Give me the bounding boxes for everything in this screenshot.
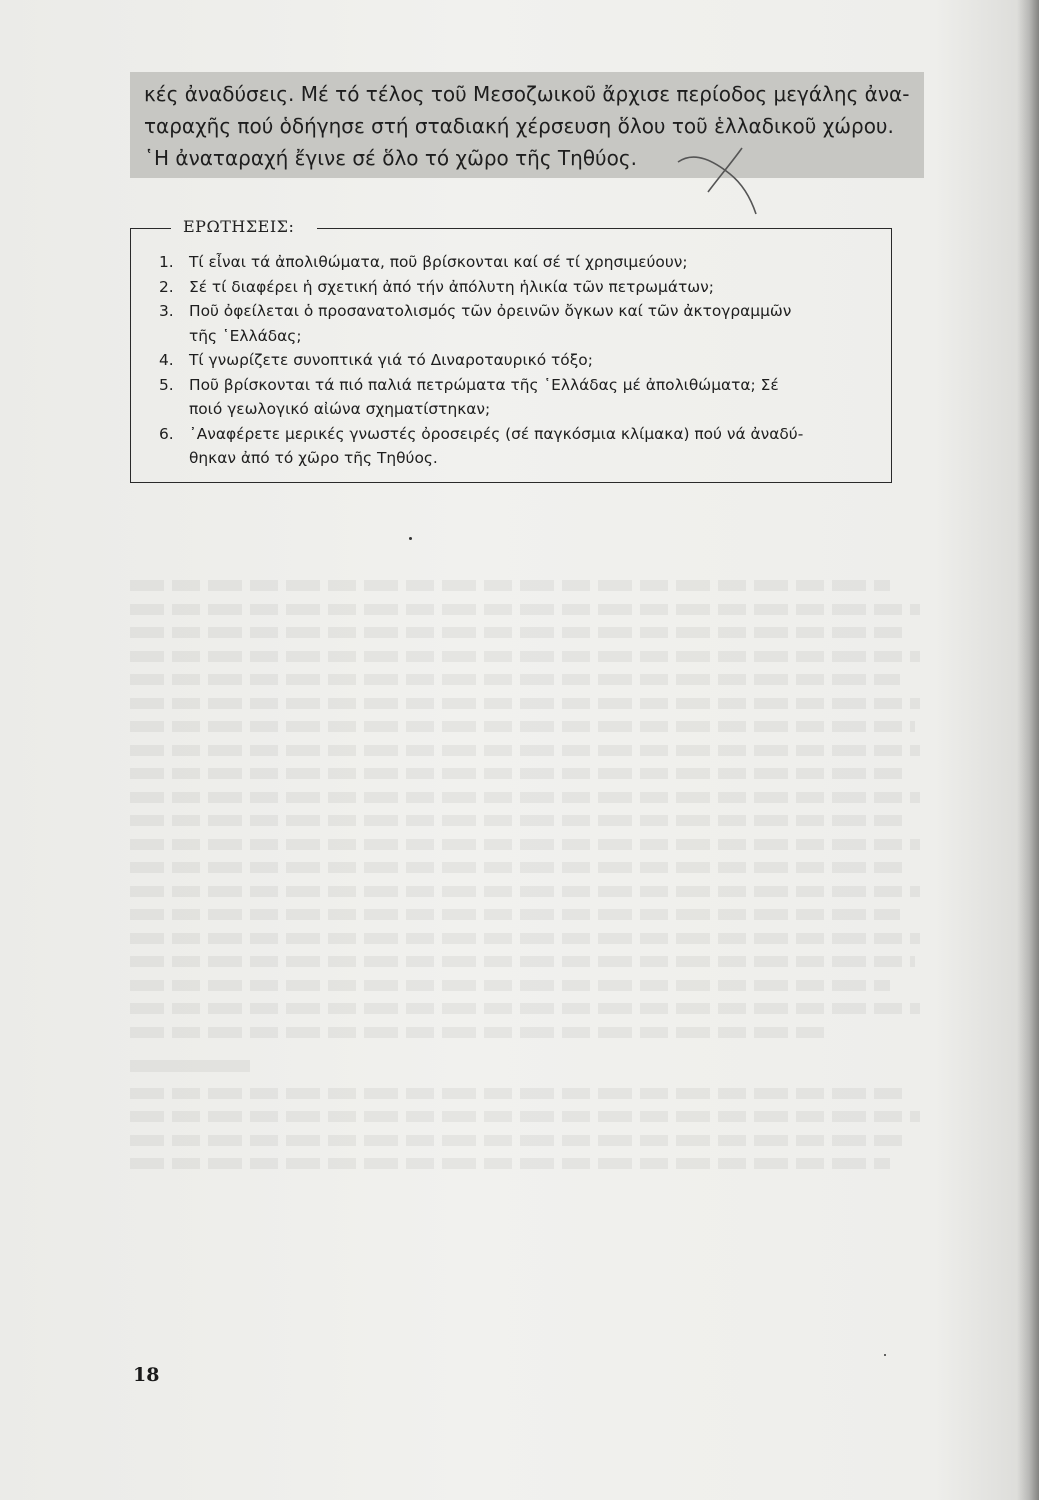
ink-speck xyxy=(409,537,412,540)
question-item xyxy=(159,373,875,422)
question-text: Τί εἶναι τά ἀπολιθώματα, ποῦ βρίσκονται καί σέ τί χρησιμεύουν; xyxy=(189,253,688,271)
page-binding-edge xyxy=(1017,0,1039,1500)
question-item xyxy=(159,348,875,373)
question-item xyxy=(159,250,875,275)
intro-line: ῾Η ἀναταραχή ἔγινε σέ ὅλο τό χῶρο τῆς Τηθύος. xyxy=(144,146,637,170)
box-border-top xyxy=(131,228,171,229)
bleed-through-text xyxy=(130,580,930,1330)
questions-heading: ΕΡΩΤΗΣΕΙΣ: xyxy=(183,217,295,236)
ink-speck xyxy=(884,1354,886,1356)
question-text: Ποῦ βρίσκονται τά πιό παλιά πετρώματα τῆς ῾Ελλάδας μέ ἀπολιθώματα; Σέ ποιό γεωλογικό αἰώνα σχηματίστηκαν; xyxy=(189,375,779,418)
question-text: Τί γνωρίζετε συνοπτικά γιά τό Διναροταυρικό τόξο; xyxy=(189,351,593,369)
question-number: 3. xyxy=(159,302,174,320)
question-text: ᾿Αναφέρετε μερικές γνωστές ὀροσειρές (σέ παγκόσμια κλίμακα) πού νά ἀναδύ- θηκαν ἀπό τό χῶρο τῆς Τηθύος. xyxy=(189,424,804,467)
question-number: 2. xyxy=(159,277,174,296)
intro-line: ταραχῆς πού ὁδήγησε στή σταδιακή χέρσευση ὅλου τοῦ ἑλλαδικοῦ χώρου. xyxy=(144,114,894,138)
intro-paragraph xyxy=(130,72,924,178)
intro-line: κές ἀναδύσεις. Μέ τό τέλος τοῦ Μεσοζωικοῦ ἄρχισε περίοδος μεγάλης ἀνα- xyxy=(144,82,910,106)
question-item xyxy=(159,299,875,348)
question-text: Σέ τί διαφέρει ἡ σχετική ἀπό τήν ἀπόλυτη ἡλικία τῶν πετρωμάτων; xyxy=(189,277,714,296)
questions-box xyxy=(130,217,892,483)
question-item xyxy=(159,275,875,300)
question-item xyxy=(159,422,875,471)
questions-list xyxy=(159,250,875,471)
question-number: 1. xyxy=(159,253,174,271)
question-number: 4. xyxy=(159,351,174,369)
pen-cross-mark xyxy=(660,140,770,220)
page-number: 18 xyxy=(133,1364,160,1386)
question-text: Ποῦ ὀφείλεται ὁ προσανατολισμός τῶν ὀρεινῶν ὄγκων καί τῶν ἀκτογραμμῶν τῆς ῾Ελλάδας; xyxy=(189,302,792,345)
box-border-top xyxy=(317,228,891,229)
question-number: 6. xyxy=(159,424,174,443)
question-number: 5. xyxy=(159,375,174,394)
